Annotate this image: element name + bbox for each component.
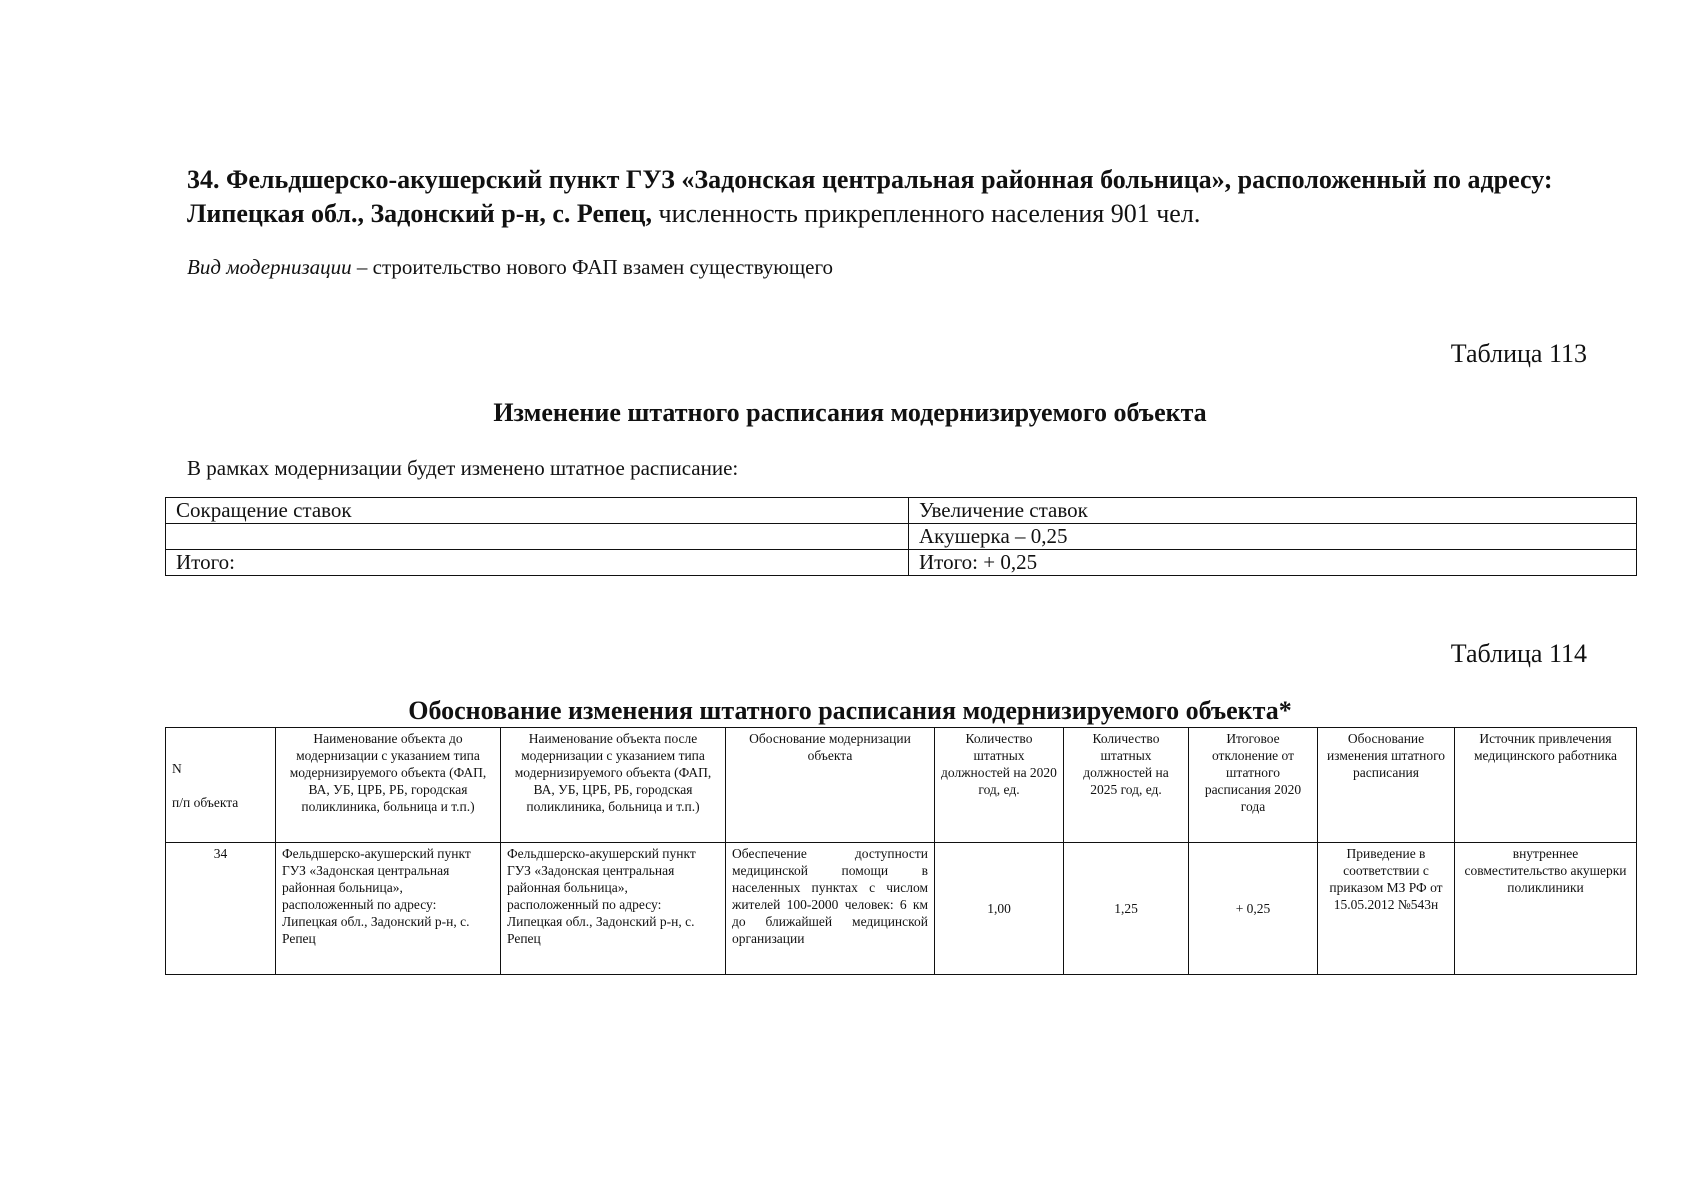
header-after: Наименование объекта после модернизации с указанием типа модернизируемого объекта (ФАП, ВА, УБ, ЦРБ, РБ, городская поликлиника, больница и т.п.) [501, 728, 726, 843]
staff-justification-table [165, 727, 1637, 975]
table-cell [166, 524, 909, 550]
modernization-type-label: Вид модернизации [187, 255, 352, 279]
cell-count-2025: 1,25 [1064, 843, 1189, 975]
object-heading [187, 163, 1567, 231]
table-row [166, 498, 1637, 524]
object-heading-population: численность прикрепленного населения 901 чел. [652, 199, 1201, 228]
header-count-2025: Количество штатных должностей на 2025 год, ед. [1064, 728, 1189, 843]
staff-change-table [165, 497, 1637, 576]
cell-count-2020: 1,00 [935, 843, 1064, 975]
table-row [166, 843, 1637, 975]
table-113-intro: В рамках модернизации будет изменено штатное расписание: [187, 456, 739, 480]
header-number [166, 728, 276, 843]
header-change-reason: Обоснование изменения штатного расписания [1318, 728, 1455, 843]
table-cell: Акушерка – 0,25 [909, 524, 1637, 550]
header-count-2020: Количество штатных должностей на 2020 год, ед. [935, 728, 1064, 843]
header-before: Наименование объекта до модернизации с указанием типа модернизируемого объекта (ФАП, ВА, УБ, ЦРБ, РБ, городская поликлиника, больница и т.п.) [276, 728, 501, 843]
table-114-label: Таблица 114 [1450, 639, 1587, 668]
table-114-title: Обоснование изменения штатного расписания модернизируемого объекта* [408, 696, 1292, 725]
cell-justification: Обеспечение доступности медицинской помощи в населенных пунктах с числом жителей 100-2000 человек: 6 км до ближайшей медицинской организации [726, 843, 935, 975]
table-cell: Сокращение ставок [166, 498, 909, 524]
header-deviation: Итоговое отклонение от штатного расписания 2020 года [1189, 728, 1318, 843]
header-justification: Обоснование модернизации объекта [726, 728, 935, 843]
table-cell: Увеличение ставок [909, 498, 1637, 524]
cell-before: Фельдшерско-акушерский пункт ГУЗ «Задонская центральная районная больница», расположенный по адресу: Липецкая обл., Задонский р-н, с. Репец [276, 843, 501, 975]
table-113-label: Таблица 113 [1450, 339, 1587, 368]
table-row [166, 550, 1637, 576]
cell-source: внутреннее совместительство акушерки поликлиники [1455, 843, 1637, 975]
table-header-row [166, 728, 1637, 843]
cell-number: 34 [166, 843, 276, 975]
header-source: Источник привлечения медицинского работника [1455, 728, 1637, 843]
cell-change-reason: Приведение в соответствии с приказом МЗ РФ от 15.05.2012 №543н [1318, 843, 1455, 975]
header-number-n: N [172, 760, 182, 776]
table-cell: Итого: + 0,25 [909, 550, 1637, 576]
cell-after: Фельдшерско-акушерский пункт ГУЗ «Задонская центральная районная больница», расположенный по адресу: Липецкая обл., Задонский р-н, с. Репец [501, 843, 726, 975]
cell-deviation: + 0,25 [1189, 843, 1318, 975]
header-number-label: п/п объекта [172, 794, 239, 810]
table-113-title: Изменение штатного расписания модернизируемого объекта [493, 398, 1207, 427]
modernization-type-text: – строительство нового ФАП взамен существующего [351, 255, 834, 279]
object-heading-bold: 34. Фельдшерско-акушерский пункт ГУЗ «Задонская центральная районная больница», расположенный по адресу: Липецкая обл., Задонский р-н, с. Репец, [187, 165, 1553, 228]
table-row [166, 524, 1637, 550]
table-cell: Итого: [166, 550, 909, 576]
modernization-type [187, 255, 833, 280]
